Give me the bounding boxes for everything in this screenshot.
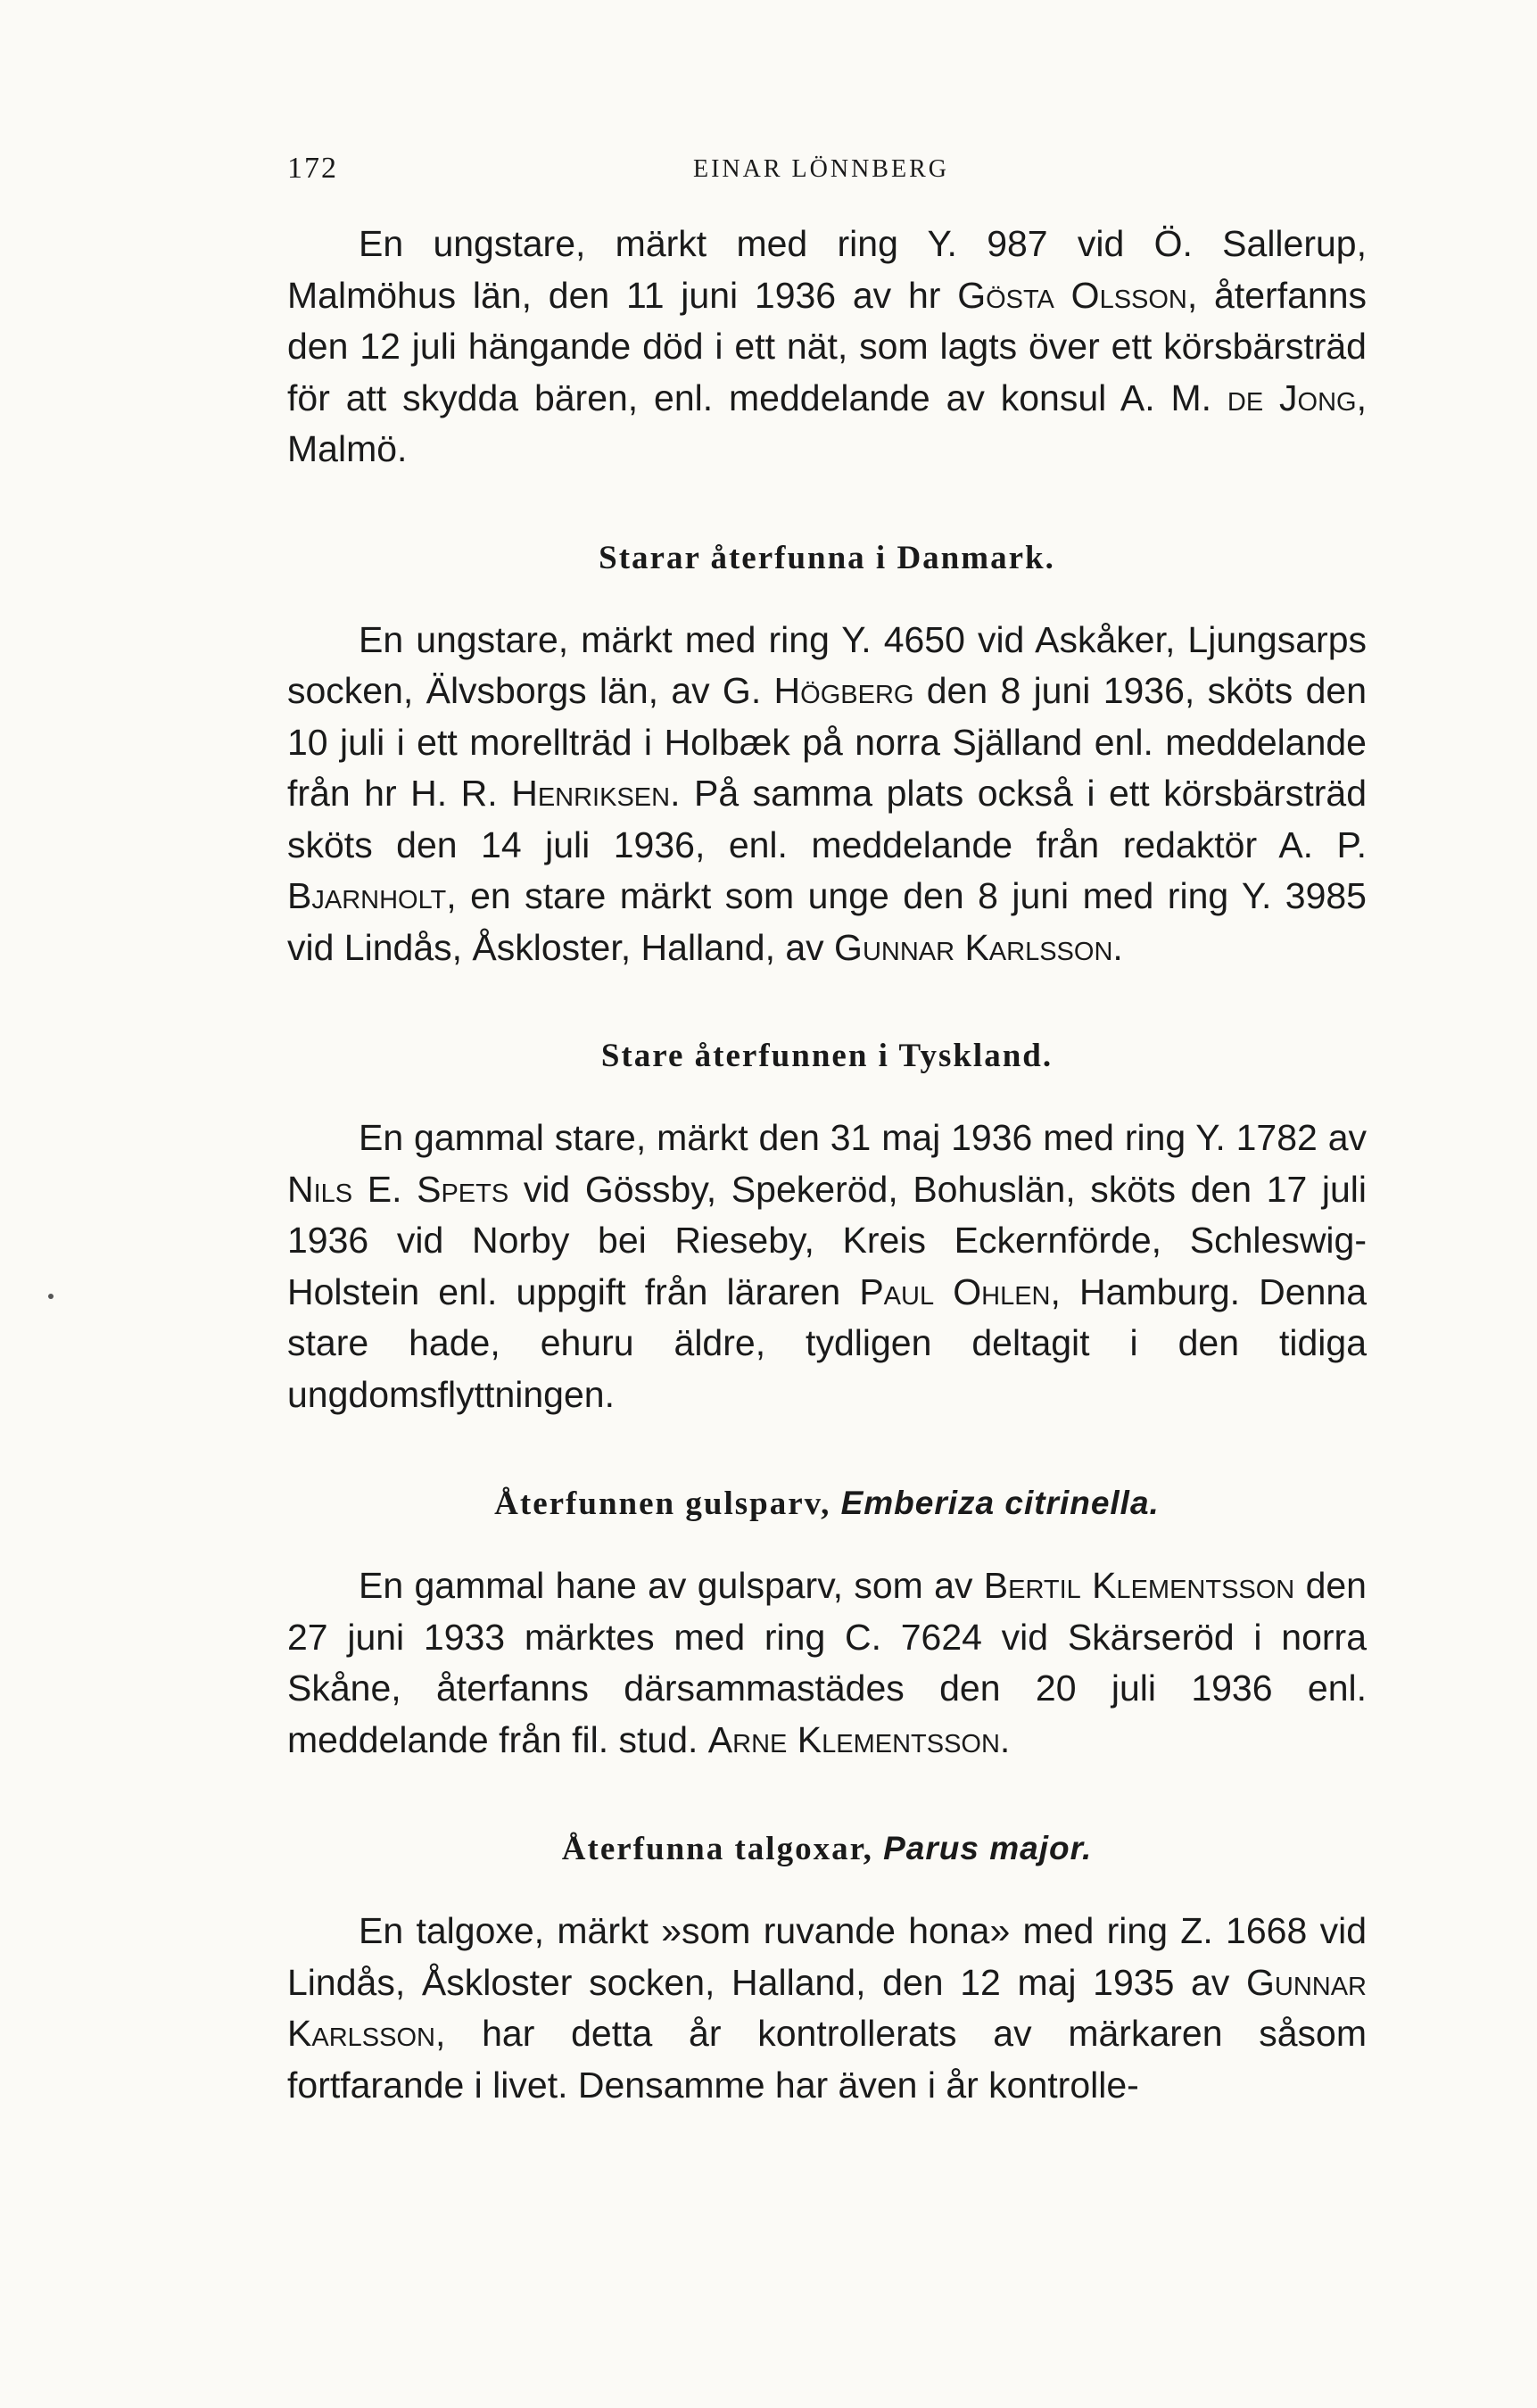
paragraph-starar-danmark [287,615,1367,974]
text-segment: , Hamburg. Denna stare hade, ehuru äldre, tydligen deltagit i den tidiga ungdomsflyttningen. [287,1270,1367,1415]
text-segment: En gammal stare, märkt den 31 maj 1936 med ring Y. 1782 av [359,1117,1367,1158]
text-segment: En ungstare, märkt med ring Y. 987 vid Ö. Sallerup, Malmöhus län, den 11 juni 1936 av hr [287,223,1367,316]
text-segment: En gammal hane av gulsparv, som av [359,1565,984,1606]
section-heading-talgoxar [287,1826,1367,1872]
text-segment: , återfanns den 12 juli hängande död i ett nät, som lagts över ett körsbärsträd för att skydda bären, enl. meddelande av konsul A. M. [287,274,1368,418]
person-name: Gunnar Karlsson [287,1961,1367,2054]
text-segment: . [1112,926,1123,968]
paragraph-talgoxe [287,1906,1367,2111]
text-segment: En ungstare, märkt med ring Y. 4650 vid Askåker, Ljungsarps socken, Älvsborgs län, av G. [287,618,1367,711]
text-segment: , en stare märkt som unge den 8 juni med ring Y. 3985 vid Lindås, Åskloster, Halland, av [287,875,1367,968]
person-name: Arne Klementsson [707,1718,1000,1760]
text-segment: vid Gössby, Spekeröd, Bohuslän, sköts den 17 juli 1936 vid Norby bei Rieseby, Kreis Eckernförde, Schleswig-Holstein enl. uppgift från läraren [287,1168,1367,1312]
section-heading-tyskland: Stare återfunnen i Tyskland. [600,1038,1054,1074]
person-name: Gösta Olsson [957,274,1187,316]
text-segment: . [999,1718,1011,1760]
text-segment: . På samma plats också i ett körsbärsträd sköts den 14 juli 1936, enl. meddelande från redaktör A. P. [287,773,1367,865]
person-name: Henriksen [511,773,671,814]
person-name: de Jong [1227,377,1357,418]
page-number: 172 [287,152,338,185]
person-name: Bertil Klementsson [983,1565,1295,1606]
paragraph-stare-tyskland [287,1113,1367,1420]
text-segment: den 27 juni 1933 märktes med ring C. 7624 vid Skärseröd i norra Skåne, återfanns därsammastädes den 20 juli 1936 enl. meddelande från fil. stud. [287,1565,1367,1760]
text-segment: En talgoxe, märkt »som ruvande hona» med ring Z. 1668 vid Lindås, Åskloster socken, Halland, den 12 maj 1935 av [287,1910,1367,2003]
margin-speck [48,1294,54,1299]
heading-main: Återfunnen gulsparv, [494,1485,841,1522]
section-heading-gulsparv [287,1481,1367,1527]
person-name: Gunnar Karlsson [834,926,1113,968]
body-text [287,219,1367,2111]
scientific-name: Emberiza citrinella. [840,1485,1160,1521]
person-name: Nils E. Spets [287,1168,509,1210]
section-heading-danmark: Starar återfunna i Danmark. [599,539,1055,576]
running-head: EINAR LÖNNBERG [693,155,949,183]
paragraph-gulsparv [287,1560,1367,1766]
text-segment: , har detta år kontrollerats av märkaren såsom fortfarande i livet. Densamme har även i år kontrolle- [287,2013,1367,2106]
page-header [287,152,1367,196]
scientific-name: Parus major. [883,1830,1093,1866]
text-segment: den 8 juni 1936, sköts den 10 juli i ett morellträd i Holbæk på norra Själland enl. meddelande från hr H. R. [287,670,1368,814]
heading-main: Återfunna talgoxar, [561,1831,884,1867]
paragraph-ungstare-sallerup [287,219,1367,476]
person-name: Paul Ohlen [859,1270,1051,1312]
person-name: Bjarnholt [287,875,447,916]
text-segment: , Malmö. [287,377,1368,469]
person-name: Högberg [773,670,914,711]
